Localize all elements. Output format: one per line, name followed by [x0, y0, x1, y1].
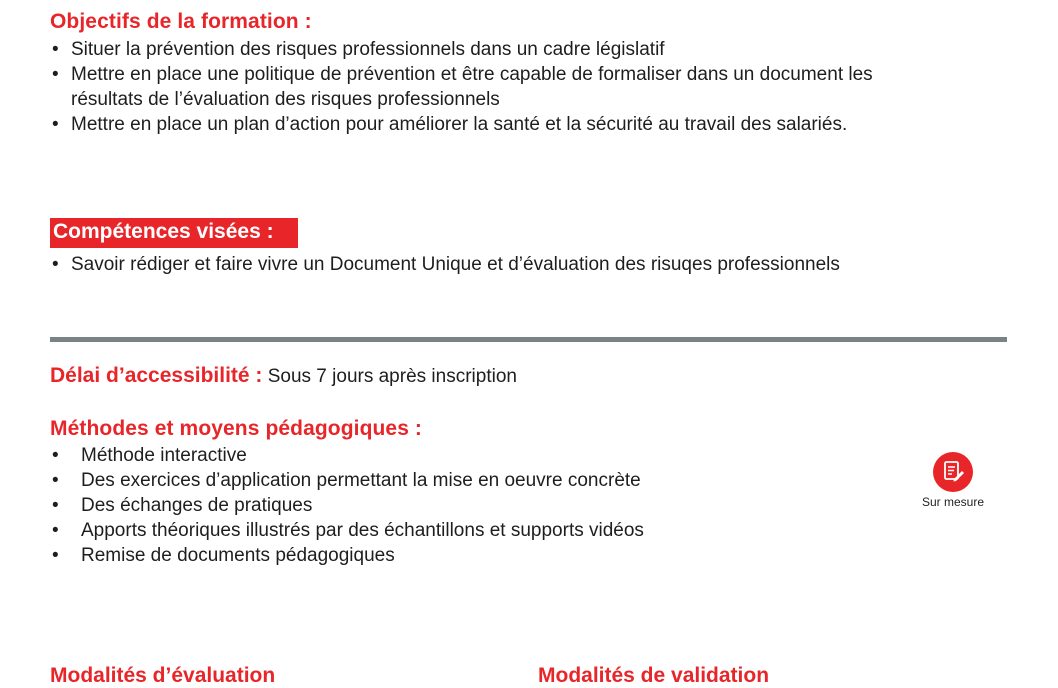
- competences-heading-highlight: [50, 218, 298, 248]
- objectifs-heading: Objectifs de la formation :: [50, 10, 312, 33]
- list-item: • Des exercices d’application permettant la mise en oeuvre concrète: [50, 468, 644, 493]
- list-item: • Remise de documents pédagogiques: [50, 543, 644, 568]
- sur-mesure-badge: [918, 452, 988, 509]
- delai-value: Sous 7 jours après inscription: [267, 366, 517, 387]
- list-item: • Mettre en place une politique de prévention et être capable de formaliser dans un document les: [50, 62, 873, 87]
- list-item: • Situer la prévention des risques professionnels dans un cadre législatif: [50, 37, 873, 62]
- badge-label: Sur mesure: [921, 495, 985, 509]
- list-item: • Savoir rédiger et faire vivre un Document Unique et d’évaluation des risuqes professionnels: [50, 252, 840, 277]
- edit-document-icon: [933, 452, 973, 492]
- delai-label: Délai d’accessibilité :: [50, 364, 263, 387]
- list-item: • Méthode interactive: [50, 443, 644, 468]
- evaluation-heading: Modalités d’évaluation: [50, 664, 276, 687]
- objectifs-list: [50, 37, 873, 137]
- methodes-heading: Méthodes et moyens pédagogiques :: [50, 417, 423, 440]
- section-divider: [50, 337, 1007, 342]
- delai-line: [50, 364, 517, 388]
- competences-list: [50, 252, 840, 277]
- list-item-continuation: résultats de l’évaluation des risques professionnels: [71, 89, 500, 110]
- list-item: • Mettre en place un plan d’action pour améliorer la santé et la sécurité au travail des salariés.: [50, 112, 873, 137]
- list-item: • Apports théoriques illustrés par des échantillons et supports vidéos: [50, 518, 644, 543]
- validation-heading: Modalités de validation: [538, 664, 770, 687]
- methodes-list: [50, 443, 644, 568]
- list-item: • Des échanges de pratiques: [50, 493, 644, 518]
- competences-heading: Compétences visées :: [53, 220, 274, 243]
